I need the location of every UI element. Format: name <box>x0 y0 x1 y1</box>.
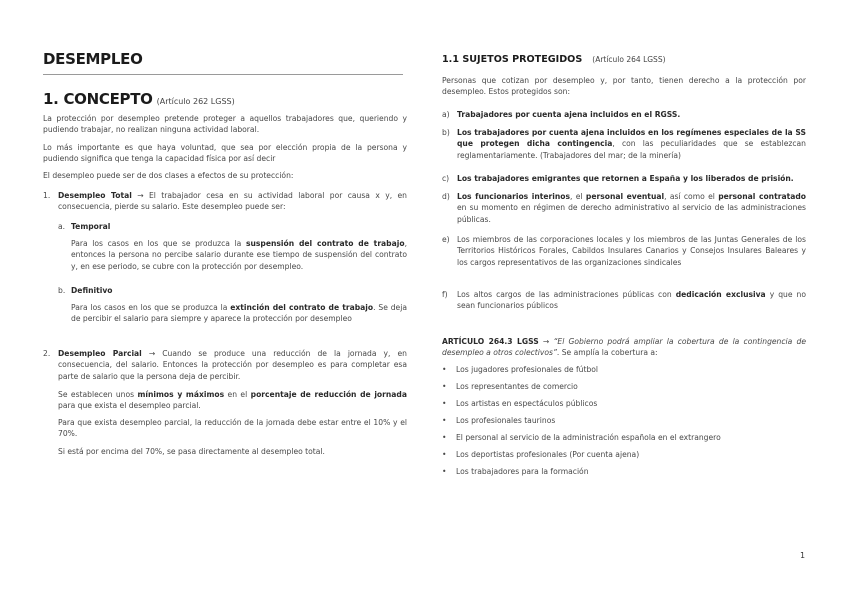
paragraph-articulo-264-3 <box>442 336 806 359</box>
paragraph-voluntad: Lo más importante es que haya voluntad, que sea por elección propia de la persona y pudiendo significa que tenga la capacidad física por así decir <box>43 143 407 164</box>
document-title: DESEMPLEO <box>43 50 143 68</box>
sublist-label-temporal: Temporal <box>71 222 111 231</box>
text-run: Para los casos en los que se produzca la <box>71 239 246 248</box>
text-run: en el <box>224 390 251 399</box>
bold-run: dedicación exclusiva <box>675 290 766 299</box>
item-text: → El trabajador cesa en su actividad laboral por causa x y, en consecuencia, pierde su salario. Este desempleo puede ser: <box>58 191 407 212</box>
bullet-text: Los profesionales taurinos <box>456 416 556 425</box>
bullet-dot: • <box>442 382 447 391</box>
text-run: para que exista el desempleo parcial. <box>58 401 201 411</box>
page-number: 1 <box>800 551 806 560</box>
text-run: , con las peculiaridades que se establezcan reglamentariamente. (Trabajadores del mar; de la minería) <box>457 139 806 160</box>
bullet-dot: • <box>442 416 447 425</box>
list-letter: e) <box>442 235 450 244</box>
list-item-corporaciones: Los miembros de las corporaciones locales y los miembros de las Juntas Generales de los Territorios Históricos Forales, Cabildos Insulares Canarios y Consejos Insulares Baleares y los cargos representativos de las organizaciones sindicales <box>457 235 806 267</box>
subsection-heading-text: 1.1 SUJETOS PROTEGIDOS <box>442 54 583 65</box>
sublist-text-definitivo <box>71 302 407 325</box>
paragraph-por-encima: Si está por encima del 70%, se pasa directamente al desempleo total. <box>58 447 325 456</box>
bold-run: personal contratado <box>718 192 806 201</box>
paragraph-porcentaje: Para que exista desempleo parcial, la reducción de la jornada debe estar entre el 10% y el 70%. <box>58 418 407 439</box>
bold-run: extinción del contrato de trabajo <box>230 303 374 312</box>
italic-run: “El Gobierno podrá ampliar la cobertura de la contingencia de desempleo a otros colectivos” <box>442 337 806 358</box>
text-run: Los altos cargos de las administraciones públicas con <box>457 290 676 299</box>
text-run: y que no sean funcionarios públicos <box>457 290 806 311</box>
text-run: en su momento en régimen de derecho administrativo al servicio de las administraciones públicas. <box>457 203 806 224</box>
bold-run: Los funcionarios interinos <box>457 192 571 201</box>
subsection-heading-sujetos <box>442 54 666 65</box>
paragraph-definition: La protección por desempleo pretende proteger a aquellos trabajadores que, queriendo y pudiendo trabajar, no realizan ninguna actividad laboral. <box>43 114 407 135</box>
list-item-funcionarios <box>457 191 806 225</box>
section-heading-concepto <box>43 90 235 108</box>
bullet-dot: • <box>442 433 447 442</box>
bullet-dot: • <box>442 365 447 374</box>
text-run: . Se deja de percibir el salario para siempre y aparece la protección por desempleo <box>71 303 407 324</box>
sublist-label-definitivo: Definitivo <box>71 286 113 295</box>
paragraph-minimos <box>58 389 407 412</box>
bullet-text: El personal al servicio de la administración española en el extrangero <box>456 433 721 442</box>
list-item-regimenes-especiales <box>457 127 806 161</box>
bullet-text: Los trabajadores para la formación <box>456 467 589 476</box>
list-item-emigrantes: Los trabajadores emigrantes que retornen a España y los liberados de prisión. <box>457 174 794 183</box>
list-item-rgss: Trabajadores por cuenta ajena incluidos en el RGSS. <box>457 110 681 119</box>
text-run: . Se amplía la cobertura a: <box>556 348 658 358</box>
paragraph-intro-protegidos: Personas que cotizan por desempleo y, por tanto, tienen derecho a la protección por desempleo. Estos protegidos son: <box>442 76 806 97</box>
sublist-text-temporal <box>71 238 407 272</box>
list-item-altos-cargos <box>457 289 806 312</box>
list-letter: d) <box>442 192 450 201</box>
text-run: , así como el <box>664 192 719 201</box>
section-heading-text: 1. CONCEPTO <box>43 90 153 108</box>
list-item-desempleo-total <box>58 190 407 213</box>
bold-run: suspensión del contrato de trabajo <box>245 239 405 248</box>
subsection-heading-reference: (Artículo 264 LGSS) <box>592 55 666 64</box>
bold-run: Los trabajadores por cuenta ajena incluidos en los regímenes especiales de la SS que protegen dicha contingencia <box>457 128 806 149</box>
bold-run: porcentaje de reducción de jornada <box>250 390 407 399</box>
list-letter: a) <box>442 110 450 119</box>
bold-run: mínimos y máximos <box>137 390 225 399</box>
arrow-run: → <box>538 337 554 346</box>
bullet-text: Los jugadores profesionales de fútbol <box>456 365 599 374</box>
paragraph-clases: El desempleo puede ser de dos clases a efectos de su protección: <box>43 171 294 180</box>
item-label: Desempleo Parcial <box>58 349 142 358</box>
bullet-dot: • <box>442 399 447 408</box>
bold-run: ARTÍCULO 264.3 LGSS <box>442 337 539 346</box>
list-letter: b) <box>442 128 450 137</box>
text-run: Para los casos en los que se produzca la <box>71 303 231 312</box>
list-letter: c) <box>442 174 450 183</box>
section-heading-reference: (Artículo 262 LGSS) <box>156 97 235 106</box>
text-run: , entonces la persona no percibe salario durante ese tiempo de suspensión del contrato y, en ese periodo, se cubre con la protección por desempleo. <box>71 239 407 271</box>
text-run: Se establecen unos <box>58 390 138 399</box>
list-number: 1. <box>43 191 51 200</box>
list-item-desempleo-parcial <box>58 348 407 382</box>
sublist-letter: b. <box>58 286 66 295</box>
bullet-text: Los artistas en espectáculos públicos <box>456 399 598 408</box>
title-divider <box>43 74 403 75</box>
bold-run: personal eventual <box>585 192 665 201</box>
text-run: , el <box>570 192 586 201</box>
bullet-text: Los deportistas profesionales (Por cuenta ajena) <box>456 450 640 459</box>
list-letter: f) <box>442 290 448 299</box>
list-number: 2. <box>43 349 51 358</box>
item-text: → Cuando se produce una reducción de la jornada y, en consecuencia, del salario. Entonces la protección por desempleo es para completar esa parte de salario que la persona deja de percibir. <box>58 349 407 381</box>
sublist-letter: a. <box>58 222 66 231</box>
item-label: Desempleo Total <box>58 191 132 200</box>
bullet-dot: • <box>442 467 447 476</box>
bullet-text: Los representantes de comercio <box>456 382 578 391</box>
bullet-dot: • <box>442 450 447 459</box>
